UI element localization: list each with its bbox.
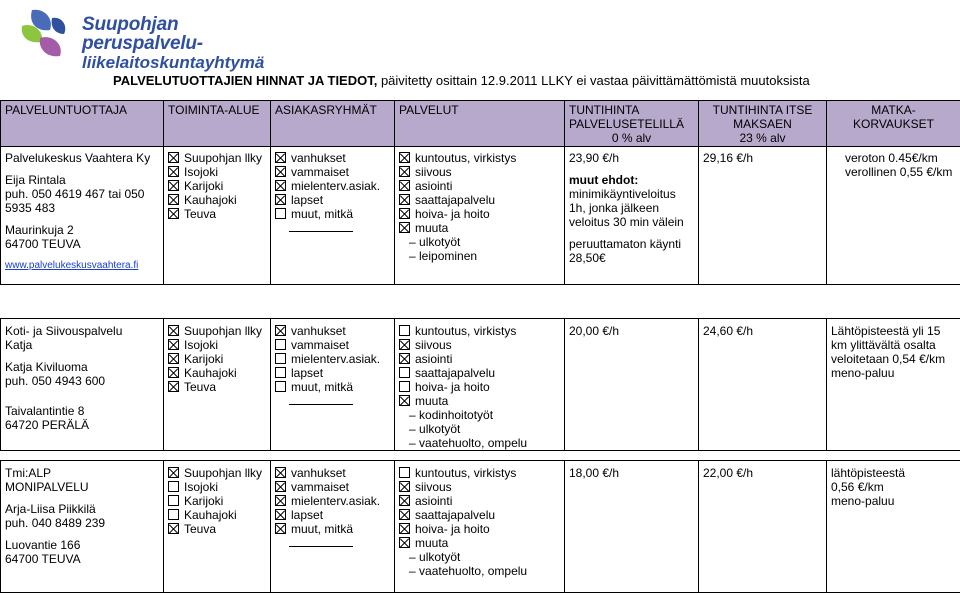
checkbox-icon[interactable] [168,208,179,219]
checkbox-icon[interactable] [399,208,410,219]
table-row [1,319,960,451]
table-row [1,461,960,593]
checkbox-icon[interactable] [168,152,179,163]
header-price-self: TUNTIHINTA ITSE MAKSAEN 23 % alv [699,101,827,147]
client-group-list: vanhukset vammaiset mielenterv.asiak. lapset muut, mitkä [271,319,395,451]
checkbox-icon[interactable] [275,325,286,336]
page-title [113,73,810,88]
fill-in-line [289,541,353,547]
price-voucher-cell: 18,00 €/h [565,461,699,593]
price-voucher-cell: 23,90 €/h muut ehdot: minimikäyntiveloitus 1h, jonka jälkeen veloitus 30 min välein peruuttamaton käynti 28,50€ [565,147,699,285]
checkbox-icon[interactable] [399,222,410,233]
checkbox-icon[interactable] [275,481,286,492]
checkbox-icon[interactable] [399,325,410,336]
checkbox-icon[interactable] [275,180,286,191]
price-self-cell: 24,60 €/h [699,319,827,451]
checkbox-icon[interactable] [275,339,286,350]
provider-price-table [0,100,960,593]
checkbox-icon[interactable] [275,194,286,205]
checkbox-icon[interactable] [399,495,410,506]
provider-info: Koti- ja Siivouspalvelu Katja Katja Kiviluoma puh. 050 4943 600 Taivalantintie 8 64720 PERÄLÄ [1,319,164,451]
checkbox-icon[interactable] [399,353,410,364]
table-header-row [1,101,960,147]
checkbox-icon[interactable] [168,194,179,205]
checkbox-icon[interactable] [399,152,410,163]
checkbox-icon[interactable] [168,509,179,520]
checkbox-icon[interactable] [275,495,286,506]
checkbox-icon[interactable] [399,339,410,350]
checkbox-icon[interactable] [275,381,286,392]
checkbox-icon[interactable] [168,481,179,492]
organization-logo [14,4,284,72]
logo-leaf-icon [14,4,74,64]
client-group-list: vanhukset vammaiset mielenterv.asiak. lapset muut, mitkä [271,147,395,285]
checkbox-icon[interactable] [399,180,410,191]
client-group-list: vanhukset vammaiset mielenterv.asiak. lapset muut, mitkä [271,461,395,593]
price-self-cell: 29,16 €/h [699,147,827,285]
travel-cell: veroton 0.45€/km verollinen 0,55 €/km [827,147,960,285]
checkbox-icon[interactable] [168,353,179,364]
header-services: PALVELUT [395,101,565,147]
price-self-cell: 22,00 €/h [699,461,827,593]
checkbox-icon[interactable] [275,152,286,163]
checkbox-icon[interactable] [275,166,286,177]
logo-text-line1: Suupohjan peruspalvelu- [82,14,203,54]
table-row [1,147,960,285]
checkbox-icon[interactable] [275,509,286,520]
checkbox-icon[interactable] [399,481,410,492]
header-area: TOIMINTA-ALUE [164,101,271,147]
checkbox-icon[interactable] [275,467,286,478]
travel-cell: Lähtöpisteestä yli 15 km ylittävältä osalta veloitetaan 0,54 €/km meno-paluu [827,319,960,451]
page-title-bold: PALVELUTUOTTAJIEN HINNAT JA TIEDOT, [113,73,378,88]
header-price-voucher: TUNTIHINTA PALVELUSETELILLÄ 0 % alv [565,101,699,147]
checkbox-icon[interactable] [399,523,410,534]
checkbox-icon[interactable] [168,495,179,506]
checkbox-icon[interactable] [168,467,179,478]
service-list: kuntoutus, virkistys siivous asiointi saattajapalvelu hoiva- ja hoito muuta – kodinhoitotyöt – ulkotyöt – vaatehuolto, ompelu [395,319,565,451]
checkbox-icon[interactable] [275,523,286,534]
checkbox-icon[interactable] [168,166,179,177]
checkbox-icon[interactable] [168,325,179,336]
checkbox-icon[interactable] [168,339,179,350]
checkbox-icon[interactable] [399,166,410,177]
travel-cell: lähtöpisteestä 0,56 €/km meno-paluu [827,461,960,593]
header-travel: MATKA- KORVAUKSET [827,101,960,147]
price-voucher-cell: 20,00 €/h [565,319,699,451]
checkbox-icon[interactable] [399,367,410,378]
header-client-groups: ASIAKASRYHMÄT [271,101,395,147]
logo-text-line2: liikelaitoskuntayhtymä [82,53,265,72]
area-list: Suupohjan llky Isojoki Karijoki Kauhajoki Teuva [164,147,271,285]
fill-in-line [289,226,353,232]
area-list: Suupohjan llky Isojoki Karijoki Kauhajoki Teuva [164,461,271,593]
checkbox-icon[interactable] [168,367,179,378]
page-title-rest: päivitetty osittain 12.9.2011 LLKY ei vastaa päivittämättömistä muutoksista [377,73,810,88]
checkbox-icon[interactable] [399,381,410,392]
checkbox-icon[interactable] [275,208,286,219]
fill-in-line [289,399,353,405]
header-provider: PALVELUNTUOTTAJA [1,101,164,147]
checkbox-icon[interactable] [275,367,286,378]
checkbox-icon[interactable] [168,180,179,191]
provider-website-link[interactable]: www.palvelukeskusvaahtera.fi [5,260,139,271]
checkbox-icon[interactable] [399,509,410,520]
service-list: kuntoutus, virkistys siivous asiointi saattajapalvelu hoiva- ja hoito muuta – ulkotyöt – vaatehuolto, ompelu [395,461,565,593]
checkbox-icon[interactable] [399,537,410,548]
checkbox-icon[interactable] [168,523,179,534]
area-list: Suupohjan llky Isojoki Karijoki Kauhajoki Teuva [164,319,271,451]
checkbox-icon[interactable] [275,353,286,364]
checkbox-icon[interactable] [399,194,410,205]
checkbox-icon[interactable] [168,381,179,392]
service-list: kuntoutus, virkistys siivous asiointi saattajapalvelu hoiva- ja hoito muuta – ulkotyöt – leipominen [395,147,565,285]
provider-info: Tmi:ALP MONIPALVELU Arja-Liisa Piikkilä puh. 040 8489 239 Luovantie 166 64700 TEUVA [1,461,164,593]
checkbox-icon[interactable] [399,395,410,406]
checkbox-icon[interactable] [399,467,410,478]
provider-info: Palvelukeskus Vaahtera Ky Eija Rintala puh. 050 4619 467 tai 050 5935 483 Maurinkuja 2 64700 TEUVA www.palvelukeskusvaahtera.fi [1,147,164,285]
